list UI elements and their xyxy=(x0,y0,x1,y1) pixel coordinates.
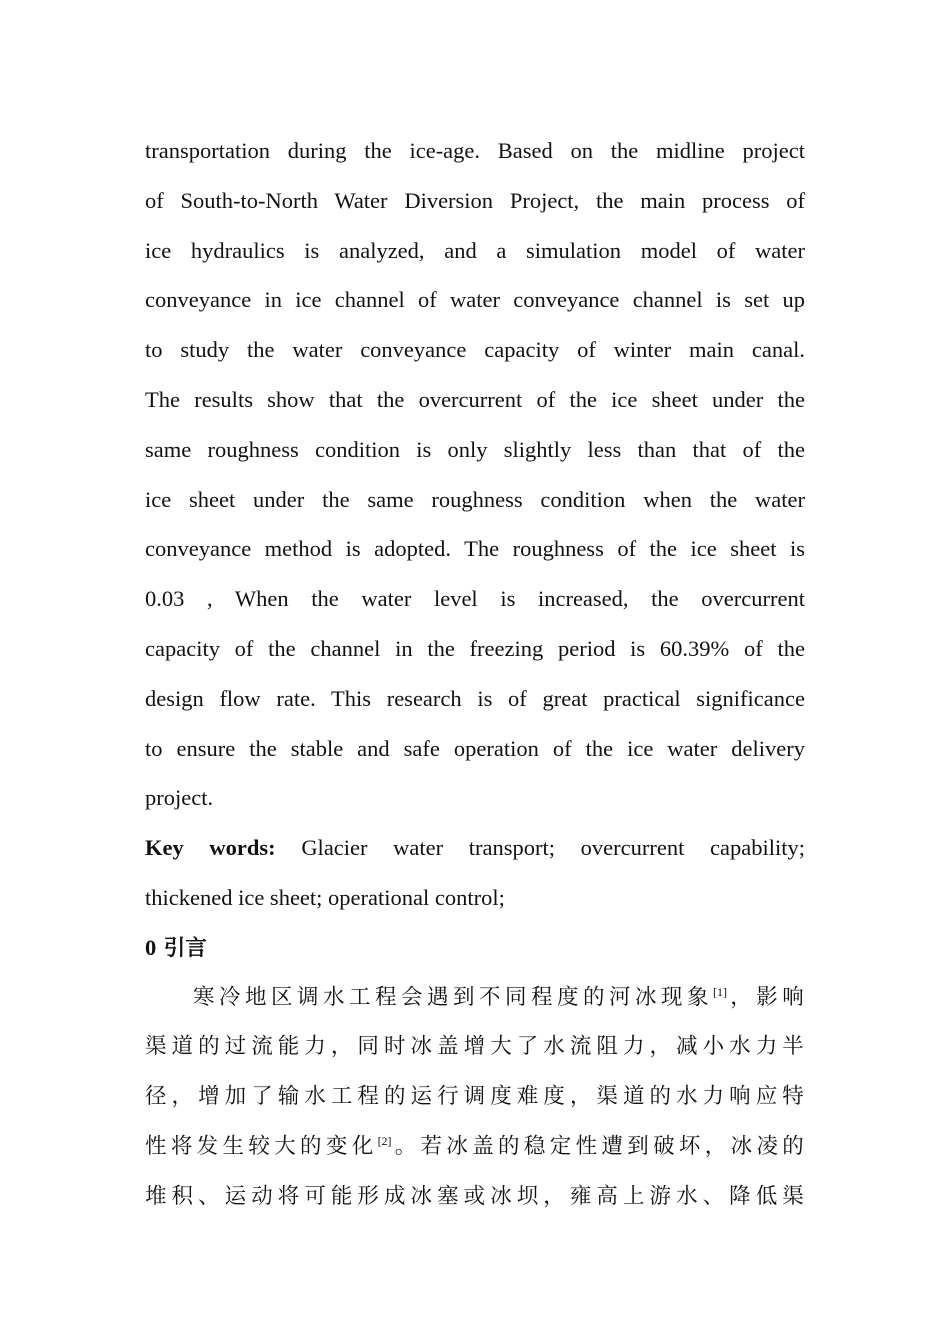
abstract-line-6: The results show that the overcurrent of the ice sheet under the xyxy=(145,386,805,412)
section-heading xyxy=(145,923,805,973)
citation-ref-2[interactable]: [2] xyxy=(377,1133,392,1148)
keywords-line-2: thickened ice sheet; operational control; xyxy=(145,884,505,910)
abstract-line-11: capacity of the channel in the freezing period is 60.39% of the xyxy=(145,635,805,661)
abstract-line-3: ice hydraulics is analyzed, and a simulation model of water xyxy=(145,237,805,263)
abstract-line-9: conveyance method is adopted. The roughness of the ice sheet is xyxy=(145,536,805,562)
section-title: 引言 xyxy=(163,935,207,961)
abstract-line-13: to ensure the stable and safe operation of the ice water delivery xyxy=(145,735,805,761)
abstract-line-7: same roughness condition is only slightly less than that of the xyxy=(145,436,805,462)
keywords-block xyxy=(145,823,805,923)
keywords-text-1: Glacier water transport; overcurrent capability; xyxy=(301,835,805,861)
intro-line-1-tail: ，影响 xyxy=(726,984,805,1010)
intro-line-5: 堆积、运动将可能形成冰塞或冰坝，雍高上游水、降低渠 xyxy=(145,1183,805,1209)
abstract-line-4: conveyance in ice channel of water conveyance channel is set up xyxy=(145,287,805,313)
abstract-line-1: transportation during the ice-age. Based on the midline project xyxy=(145,138,805,163)
keywords-line-1 xyxy=(145,823,805,873)
section-number: 0 xyxy=(145,934,157,960)
abstract-line-8: ice sheet under the same roughness condition when the water xyxy=(145,486,805,512)
paper-page xyxy=(145,126,805,1222)
intro-line-2: 渠道的过流能力，同时冰盖增大了水流阻力，减小水力半 xyxy=(145,1034,805,1060)
intro-line-1 xyxy=(145,973,805,1023)
abstract-line-5: to study the water conveyance capacity of winter main canal. xyxy=(145,337,805,363)
citation-ref-1[interactable]: [1] xyxy=(712,984,727,999)
intro-line-4 xyxy=(145,1122,805,1172)
abstract-line-12: design flow rate. This research is of great practical significance xyxy=(145,685,805,711)
abstract-line-2: of South-to-North Water Diversion Project, the main process of xyxy=(145,187,805,213)
intro-line-4-tail: 。若冰盖的稳定性遭到破坏，冰凌的 xyxy=(391,1133,805,1159)
intro-line-3: 径，增加了输水工程的运行调度难度，渠道的水力响应特 xyxy=(145,1084,805,1110)
intro-line-4-text: 性将发生较大的变化 xyxy=(145,1133,378,1159)
abstract-line-10: 0.03 , When the water level is increased, the overcurrent xyxy=(145,586,805,612)
keywords-label: Key words: xyxy=(145,835,276,861)
intro-paragraph xyxy=(145,973,805,1222)
abstract-body xyxy=(145,126,805,823)
abstract-line-14: project. xyxy=(145,785,214,811)
intro-line-1-text: 寒冷地区调水工程会遇到不同程度的河冰现象 xyxy=(193,984,713,1010)
